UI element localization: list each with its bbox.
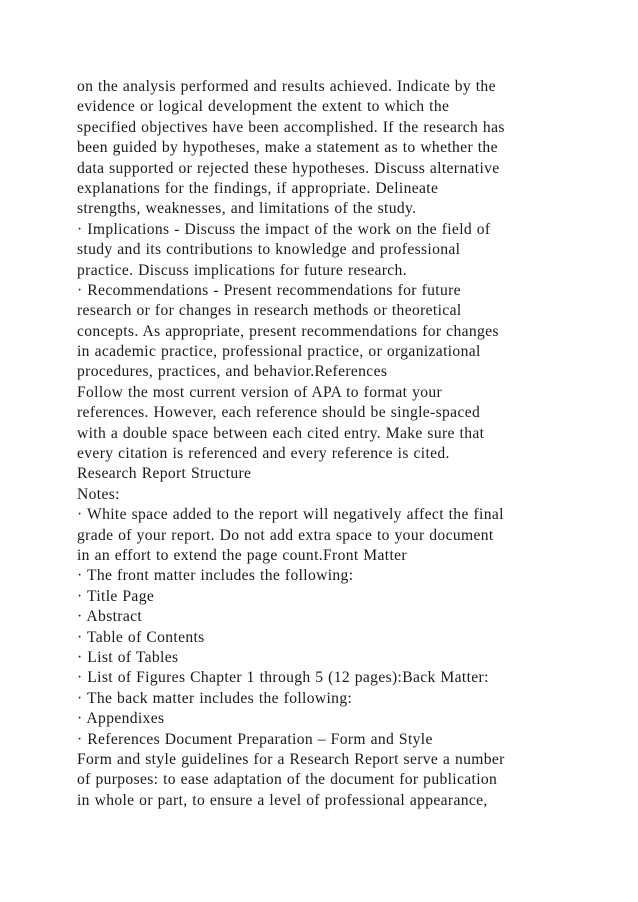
text-line: · List of Tables: [77, 648, 179, 666]
text-line: data supported or rejected these hypotheses. Discuss alternative: [77, 159, 500, 177]
text-line: strengths, weaknesses, and limitations of the study.: [77, 200, 417, 218]
text-line: Notes:: [77, 485, 120, 503]
text-line: study and its contributions to knowledge and professional: [77, 241, 461, 259]
text-line: procedures, practices, and behavior.References: [77, 363, 388, 381]
text-line: Form and style guidelines for a Research Report serve a number: [77, 750, 505, 768]
text-line: · Title Page: [77, 587, 155, 605]
text-line: been guided by hypotheses, make a statement as to whether the: [77, 139, 498, 157]
text-line: · Appendixes: [77, 710, 165, 728]
text-line: practice. Discuss implications for future research.: [77, 261, 407, 279]
text-line: with a double space between each cited entry. Make sure that: [77, 424, 485, 442]
text-line: in academic practice, professional practice, or organizational: [77, 343, 481, 361]
text-line: explanations for the findings, if appropriate. Delineate: [77, 179, 439, 197]
text-line: · Table of Contents: [77, 628, 205, 646]
text-line: grade of your report. Do not add extra space to your document: [77, 526, 494, 544]
text-line: · Abstract: [77, 608, 143, 626]
text-line: research or for changes in research methods or theoretical: [77, 302, 462, 320]
text-line: · White space added to the report will negatively affect the final: [77, 506, 504, 524]
text-line: references. However, each reference should be single-spaced: [77, 404, 481, 422]
text-line: on the analysis performed and results achieved. Indicate by the: [77, 78, 496, 95]
text-line: · The back matter includes the following:: [77, 689, 353, 707]
text-line: · Implications - Discuss the impact of the work on the field of: [77, 220, 491, 238]
text-line: of purposes: to ease adaptation of the document for publication: [77, 771, 498, 789]
text-line: evidence or logical development the extent to which the: [77, 98, 450, 116]
text-line: Follow the most current version of APA to format your: [77, 383, 443, 401]
text-line: · References Document Preparation – Form and Style: [77, 730, 433, 748]
text-line: Research Report Structure: [77, 465, 252, 483]
text-line: in whole or part, to ensure a level of professional appearance,: [77, 791, 488, 809]
body-text: [77, 77, 577, 811]
text-line: · Recommendations - Present recommendations for future: [77, 281, 461, 299]
text-line: · List of Figures Chapter 1 through 5 (12 pages):Back Matter:: [77, 669, 489, 687]
text-line: every citation is referenced and every reference is cited.: [77, 445, 450, 463]
text-line: · The front matter includes the following:: [77, 567, 354, 585]
text-line: concepts. As appropriate, present recommendations for changes: [77, 322, 499, 340]
text-line: in an effort to extend the page count.Front Matter: [77, 546, 407, 564]
text-line: specified objectives have been accomplished. If the research has: [77, 118, 505, 136]
